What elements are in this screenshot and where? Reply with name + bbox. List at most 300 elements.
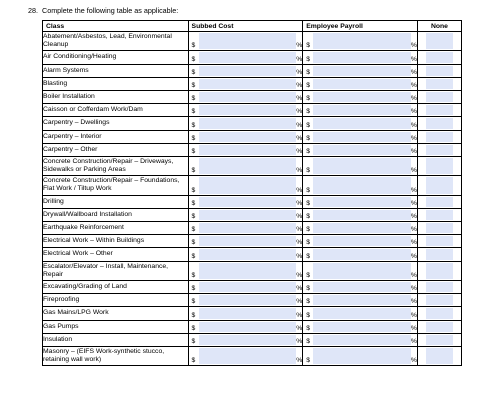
employee-payroll-amount-field[interactable] bbox=[313, 348, 391, 364]
none-checkbox[interactable] bbox=[426, 52, 453, 62]
table-row bbox=[43, 104, 462, 117]
none-cell bbox=[417, 143, 461, 156]
table-row bbox=[43, 51, 462, 64]
dollar-sign: $ bbox=[191, 298, 196, 306]
none-cell bbox=[417, 248, 461, 261]
class-label: Electrical Work – Within Buildings bbox=[43, 235, 189, 248]
dollar-sign: $ bbox=[306, 337, 310, 345]
subbed-cost-percent-field[interactable] bbox=[276, 79, 296, 89]
subbed-cost-percent-field[interactable] bbox=[276, 263, 296, 279]
subbed-cost-percent-field[interactable] bbox=[276, 118, 296, 128]
employee-payroll-amount-field[interactable] bbox=[313, 145, 391, 155]
percent-sign: % bbox=[296, 81, 303, 89]
percent-sign: % bbox=[410, 226, 417, 234]
table-row bbox=[43, 176, 462, 195]
employee-payroll-percent-field[interactable] bbox=[391, 236, 411, 246]
percent-sign: % bbox=[410, 95, 417, 103]
none-checkbox[interactable] bbox=[426, 79, 453, 89]
dollar-sign: $ bbox=[191, 121, 196, 129]
header-none: None bbox=[417, 21, 461, 32]
dollar-sign: $ bbox=[306, 42, 310, 50]
none-cell bbox=[417, 64, 461, 77]
dollar-sign: $ bbox=[306, 186, 310, 194]
subbed-cost-amount-field[interactable] bbox=[199, 263, 277, 279]
percent-sign: % bbox=[296, 298, 303, 306]
subbed-cost-amount-field[interactable] bbox=[199, 66, 277, 76]
percent-sign: % bbox=[410, 68, 417, 76]
dollar-sign: $ bbox=[306, 239, 310, 247]
percent-sign: % bbox=[410, 252, 417, 260]
none-cell bbox=[417, 117, 461, 130]
employee-payroll-amount-field[interactable] bbox=[313, 282, 391, 292]
none-checkbox[interactable] bbox=[426, 105, 453, 115]
none-checkbox[interactable] bbox=[426, 223, 453, 233]
dollar-sign: $ bbox=[191, 239, 196, 247]
none-cell bbox=[417, 51, 461, 64]
percent-sign: % bbox=[296, 337, 303, 345]
employee-payroll-cell bbox=[303, 320, 418, 333]
subbed-cost-amount-field[interactable] bbox=[199, 236, 277, 246]
employee-payroll-cell bbox=[303, 333, 418, 346]
employee-payroll-percent-field[interactable] bbox=[391, 145, 411, 155]
subbed-cost-percent-field[interactable] bbox=[276, 210, 296, 220]
dollar-sign: $ bbox=[306, 108, 310, 116]
none-checkbox[interactable] bbox=[426, 92, 453, 102]
employee-payroll-amount-field[interactable] bbox=[313, 322, 391, 332]
subbed-cost-percent-field[interactable] bbox=[276, 132, 296, 142]
employee-payroll-cell bbox=[303, 346, 418, 365]
subbed-cost-amount-field[interactable] bbox=[199, 210, 277, 220]
employee-payroll-percent-field[interactable] bbox=[391, 197, 411, 207]
class-label: Gas Mains/LPG Work bbox=[43, 307, 189, 320]
class-label: Concrete Construction/Repair – Driveways, Sidewalks or Parking Areas bbox=[43, 156, 189, 175]
none-checkbox[interactable] bbox=[426, 197, 453, 207]
percent-sign: % bbox=[410, 298, 417, 306]
subbed-cost-cell bbox=[188, 195, 303, 208]
class-label: Gas Pumps bbox=[43, 320, 189, 333]
table-row bbox=[43, 143, 462, 156]
dollar-sign: $ bbox=[306, 213, 310, 221]
subbed-cost-cell bbox=[188, 346, 303, 365]
class-label: Fireproofing bbox=[43, 294, 189, 307]
class-label: Drilling bbox=[43, 195, 189, 208]
employee-payroll-percent-field[interactable] bbox=[391, 348, 411, 364]
percent-sign: % bbox=[296, 272, 303, 279]
employee-payroll-amount-field[interactable] bbox=[313, 79, 391, 89]
percent-sign: % bbox=[410, 199, 417, 207]
none-checkbox[interactable] bbox=[426, 33, 453, 49]
none-checkbox[interactable] bbox=[426, 118, 453, 128]
subbed-cost-cell bbox=[188, 90, 303, 103]
none-cell bbox=[417, 156, 461, 175]
employee-payroll-amount-field[interactable] bbox=[313, 295, 391, 305]
dollar-sign: $ bbox=[306, 324, 310, 332]
none-checkbox[interactable] bbox=[426, 177, 453, 193]
employee-payroll-amount-field[interactable] bbox=[313, 263, 391, 279]
table-header-row bbox=[43, 21, 462, 32]
employee-payroll-cell bbox=[303, 248, 418, 261]
class-label: Alarm Systems bbox=[43, 64, 189, 77]
dollar-sign: $ bbox=[191, 147, 196, 155]
dollar-sign: $ bbox=[191, 81, 196, 89]
none-checkbox[interactable] bbox=[426, 322, 453, 332]
subbed-cost-percent-field[interactable] bbox=[276, 92, 296, 102]
subbed-cost-percent-field[interactable] bbox=[276, 295, 296, 305]
subbed-cost-cell bbox=[188, 143, 303, 156]
subbed-cost-amount-field[interactable] bbox=[199, 52, 277, 62]
subbed-cost-percent-field[interactable] bbox=[276, 282, 296, 292]
employee-payroll-cell bbox=[303, 104, 418, 117]
percent-sign: % bbox=[410, 311, 417, 319]
employee-payroll-cell bbox=[303, 117, 418, 130]
employee-payroll-percent-field[interactable] bbox=[391, 263, 411, 279]
subbed-cost-amount-field[interactable] bbox=[199, 223, 277, 233]
class-label: Concrete Construction/Repair – Foundations, Flat Work / Tiltup Work bbox=[43, 176, 189, 195]
class-label: Masonry – (EIFS Work-synthetic stucco, retaining wall work) bbox=[43, 346, 189, 365]
percent-sign: % bbox=[296, 55, 303, 63]
percent-sign: % bbox=[410, 357, 417, 365]
employee-payroll-percent-field[interactable] bbox=[391, 249, 411, 259]
classification-table bbox=[42, 20, 462, 366]
header-class: Class bbox=[43, 21, 189, 32]
subbed-cost-amount-field[interactable] bbox=[199, 282, 277, 292]
percent-sign: % bbox=[296, 167, 303, 175]
employee-payroll-cell bbox=[303, 281, 418, 294]
percent-sign: % bbox=[296, 199, 303, 207]
class-label: Insulation bbox=[43, 333, 189, 346]
subbed-cost-cell bbox=[188, 64, 303, 77]
employee-payroll-percent-field[interactable] bbox=[391, 33, 411, 49]
percent-sign: % bbox=[410, 324, 417, 332]
percent-sign: % bbox=[296, 42, 303, 50]
none-checkbox[interactable] bbox=[426, 132, 453, 142]
dollar-sign: $ bbox=[191, 186, 196, 194]
employee-payroll-percent-field[interactable] bbox=[391, 79, 411, 89]
dollar-sign: $ bbox=[306, 167, 310, 175]
employee-payroll-cell bbox=[303, 156, 418, 175]
class-label: Boiler Installation bbox=[43, 90, 189, 103]
none-cell bbox=[417, 346, 461, 365]
subbed-cost-percent-field[interactable] bbox=[276, 348, 296, 364]
dollar-sign: $ bbox=[191, 68, 196, 76]
employee-payroll-amount-field[interactable] bbox=[313, 197, 391, 207]
percent-sign: % bbox=[410, 42, 417, 50]
table-row bbox=[43, 156, 462, 175]
percent-sign: % bbox=[296, 252, 303, 260]
table-row bbox=[43, 307, 462, 320]
employee-payroll-percent-field[interactable] bbox=[391, 335, 411, 345]
employee-payroll-cell bbox=[303, 51, 418, 64]
none-cell bbox=[417, 294, 461, 307]
class-label: Carpentry – Interior bbox=[43, 130, 189, 143]
none-checkbox[interactable] bbox=[426, 236, 453, 246]
employee-payroll-percent-field[interactable] bbox=[391, 210, 411, 220]
employee-payroll-percent-field[interactable] bbox=[391, 66, 411, 76]
dollar-sign: $ bbox=[191, 199, 196, 207]
table-row bbox=[43, 248, 462, 261]
employee-payroll-amount-field[interactable] bbox=[313, 308, 391, 318]
subbed-cost-percent-field[interactable] bbox=[276, 335, 296, 345]
employee-payroll-percent-field[interactable] bbox=[391, 322, 411, 332]
subbed-cost-amount-field[interactable] bbox=[199, 249, 277, 259]
percent-sign: % bbox=[410, 55, 417, 63]
percent-sign: % bbox=[410, 134, 417, 142]
employee-payroll-cell bbox=[303, 176, 418, 195]
table-row bbox=[43, 294, 462, 307]
percent-sign: % bbox=[296, 226, 303, 234]
subbed-cost-cell bbox=[188, 248, 303, 261]
subbed-cost-amount-field[interactable] bbox=[199, 79, 277, 89]
employee-payroll-amount-field[interactable] bbox=[313, 210, 391, 220]
none-cell bbox=[417, 333, 461, 346]
subbed-cost-percent-field[interactable] bbox=[276, 223, 296, 233]
percent-sign: % bbox=[296, 147, 303, 155]
none-cell bbox=[417, 195, 461, 208]
none-cell bbox=[417, 281, 461, 294]
subbed-cost-amount-field[interactable] bbox=[199, 118, 277, 128]
employee-payroll-amount-field[interactable] bbox=[313, 105, 391, 115]
subbed-cost-cell bbox=[188, 32, 303, 51]
question-instruction bbox=[28, 6, 178, 15]
dollar-sign: $ bbox=[191, 108, 196, 116]
dollar-sign: $ bbox=[191, 311, 196, 319]
subbed-cost-percent-field[interactable] bbox=[276, 177, 296, 193]
dollar-sign: $ bbox=[191, 252, 196, 260]
header-subbed-cost: Subbed Cost bbox=[188, 21, 303, 32]
subbed-cost-amount-field[interactable] bbox=[199, 92, 277, 102]
subbed-cost-amount-field[interactable] bbox=[199, 197, 277, 207]
subbed-cost-percent-field[interactable] bbox=[276, 322, 296, 332]
none-checkbox[interactable] bbox=[426, 158, 453, 174]
subbed-cost-amount-field[interactable] bbox=[199, 322, 277, 332]
dollar-sign: $ bbox=[191, 285, 196, 293]
none-checkbox[interactable] bbox=[426, 282, 453, 292]
dollar-sign: $ bbox=[191, 95, 196, 103]
employee-payroll-cell bbox=[303, 130, 418, 143]
percent-sign: % bbox=[296, 213, 303, 221]
subbed-cost-cell bbox=[188, 156, 303, 175]
dollar-sign: $ bbox=[191, 42, 196, 50]
employee-payroll-amount-field[interactable] bbox=[313, 158, 391, 174]
subbed-cost-amount-field[interactable] bbox=[199, 295, 277, 305]
dollar-sign: $ bbox=[306, 285, 310, 293]
subbed-cost-percent-field[interactable] bbox=[276, 145, 296, 155]
subbed-cost-percent-field[interactable] bbox=[276, 66, 296, 76]
employee-payroll-percent-field[interactable] bbox=[391, 308, 411, 318]
employee-payroll-amount-field[interactable] bbox=[313, 249, 391, 259]
subbed-cost-cell bbox=[188, 294, 303, 307]
employee-payroll-amount-field[interactable] bbox=[313, 132, 391, 142]
dollar-sign: $ bbox=[306, 199, 310, 207]
subbed-cost-amount-field[interactable] bbox=[199, 158, 277, 174]
employee-payroll-amount-field[interactable] bbox=[313, 52, 391, 62]
table-row bbox=[43, 235, 462, 248]
none-checkbox[interactable] bbox=[426, 308, 453, 318]
subbed-cost-percent-field[interactable] bbox=[276, 158, 296, 174]
subbed-cost-cell bbox=[188, 281, 303, 294]
subbed-cost-amount-field[interactable] bbox=[199, 132, 277, 142]
dollar-sign: $ bbox=[191, 213, 196, 221]
subbed-cost-amount-field[interactable] bbox=[199, 335, 277, 345]
percent-sign: % bbox=[296, 186, 303, 194]
subbed-cost-cell bbox=[188, 222, 303, 235]
none-checkbox[interactable] bbox=[426, 263, 453, 279]
employee-payroll-cell bbox=[303, 195, 418, 208]
percent-sign: % bbox=[410, 213, 417, 221]
table-row bbox=[43, 222, 462, 235]
table-row bbox=[43, 333, 462, 346]
percent-sign: % bbox=[410, 337, 417, 345]
employee-payroll-amount-field[interactable] bbox=[313, 33, 391, 49]
none-cell bbox=[417, 261, 461, 280]
percent-sign: % bbox=[296, 357, 303, 365]
employee-payroll-amount-field[interactable] bbox=[313, 118, 391, 128]
subbed-cost-cell bbox=[188, 261, 303, 280]
percent-sign: % bbox=[296, 311, 303, 319]
percent-sign: % bbox=[296, 121, 303, 129]
percent-sign: % bbox=[410, 239, 417, 247]
none-cell bbox=[417, 32, 461, 51]
subbed-cost-amount-field[interactable] bbox=[199, 348, 277, 364]
class-label: Carpentry – Other bbox=[43, 143, 189, 156]
dollar-sign: $ bbox=[191, 272, 196, 279]
employee-payroll-percent-field[interactable] bbox=[391, 295, 411, 305]
table-row bbox=[43, 117, 462, 130]
class-label: Air Conditioning/Heating bbox=[43, 51, 189, 64]
percent-sign: % bbox=[296, 285, 303, 293]
table-body bbox=[43, 32, 462, 366]
none-cell bbox=[417, 176, 461, 195]
percent-sign: % bbox=[410, 147, 417, 155]
none-cell bbox=[417, 208, 461, 221]
percent-sign: % bbox=[410, 121, 417, 129]
none-cell bbox=[417, 222, 461, 235]
percent-sign: % bbox=[410, 272, 417, 279]
employee-payroll-percent-field[interactable] bbox=[391, 52, 411, 62]
percent-sign: % bbox=[410, 186, 417, 194]
none-checkbox[interactable] bbox=[426, 348, 453, 364]
employee-payroll-amount-field[interactable] bbox=[313, 236, 391, 246]
subbed-cost-cell bbox=[188, 320, 303, 333]
class-label: Drywall/Wallboard Installation bbox=[43, 208, 189, 221]
none-cell bbox=[417, 320, 461, 333]
employee-payroll-amount-field[interactable] bbox=[313, 92, 391, 102]
class-label: Blasting bbox=[43, 77, 189, 90]
dollar-sign: $ bbox=[191, 55, 196, 63]
dollar-sign: $ bbox=[306, 226, 310, 234]
employee-payroll-percent-field[interactable] bbox=[391, 92, 411, 102]
none-cell bbox=[417, 235, 461, 248]
percent-sign: % bbox=[296, 108, 303, 116]
employee-payroll-percent-field[interactable] bbox=[391, 118, 411, 128]
employee-payroll-percent-field[interactable] bbox=[391, 223, 411, 233]
percent-sign: % bbox=[296, 95, 303, 103]
dollar-sign: $ bbox=[191, 167, 196, 175]
employee-payroll-cell bbox=[303, 222, 418, 235]
employee-payroll-percent-field[interactable] bbox=[391, 105, 411, 115]
subbed-cost-amount-field[interactable] bbox=[199, 105, 277, 115]
dollar-sign: $ bbox=[306, 298, 310, 306]
table-row bbox=[43, 195, 462, 208]
none-checkbox[interactable] bbox=[426, 145, 453, 155]
question-text: Complete the following table as applicable: bbox=[42, 6, 179, 15]
subbed-cost-amount-field[interactable] bbox=[199, 145, 277, 155]
subbed-cost-amount-field[interactable] bbox=[199, 308, 277, 318]
employee-payroll-percent-field[interactable] bbox=[391, 132, 411, 142]
none-checkbox[interactable] bbox=[426, 210, 453, 220]
class-label: Excavating/Grading of Land bbox=[43, 281, 189, 294]
class-label: Abatement/Asbestos, Lead, Environmental Cleanup bbox=[43, 32, 189, 51]
table-row bbox=[43, 320, 462, 333]
none-checkbox[interactable] bbox=[426, 295, 453, 305]
none-cell bbox=[417, 104, 461, 117]
employee-payroll-cell bbox=[303, 208, 418, 221]
employee-payroll-cell bbox=[303, 32, 418, 51]
employee-payroll-percent-field[interactable] bbox=[391, 158, 411, 174]
employee-payroll-percent-field[interactable] bbox=[391, 177, 411, 193]
employee-payroll-amount-field[interactable] bbox=[313, 66, 391, 76]
dollar-sign: $ bbox=[191, 226, 196, 234]
employee-payroll-cell bbox=[303, 77, 418, 90]
employee-payroll-percent-field[interactable] bbox=[391, 282, 411, 292]
subbed-cost-percent-field[interactable] bbox=[276, 308, 296, 318]
subbed-cost-cell bbox=[188, 176, 303, 195]
subbed-cost-cell bbox=[188, 51, 303, 64]
question-number: 28. bbox=[28, 6, 38, 15]
employee-payroll-cell bbox=[303, 90, 418, 103]
subbed-cost-cell bbox=[188, 104, 303, 117]
percent-sign: % bbox=[410, 167, 417, 175]
percent-sign: % bbox=[410, 81, 417, 89]
dollar-sign: $ bbox=[306, 147, 310, 155]
dollar-sign: $ bbox=[306, 55, 310, 63]
table-row bbox=[43, 346, 462, 365]
table-row bbox=[43, 90, 462, 103]
percent-sign: % bbox=[410, 285, 417, 293]
table-row bbox=[43, 130, 462, 143]
dollar-sign: $ bbox=[306, 357, 310, 365]
subbed-cost-percent-field[interactable] bbox=[276, 105, 296, 115]
none-cell bbox=[417, 77, 461, 90]
none-checkbox[interactable] bbox=[426, 335, 453, 345]
dollar-sign: $ bbox=[306, 68, 310, 76]
employee-payroll-amount-field[interactable] bbox=[313, 177, 391, 193]
none-checkbox[interactable] bbox=[426, 66, 453, 76]
subbed-cost-cell bbox=[188, 333, 303, 346]
class-label: Electrical Work – Other bbox=[43, 248, 189, 261]
subbed-cost-percent-field[interactable] bbox=[276, 249, 296, 259]
subbed-cost-cell bbox=[188, 235, 303, 248]
subbed-cost-percent-field[interactable] bbox=[276, 33, 296, 49]
dollar-sign: $ bbox=[306, 95, 310, 103]
subbed-cost-percent-field[interactable] bbox=[276, 197, 296, 207]
dollar-sign: $ bbox=[306, 272, 310, 279]
employee-payroll-cell bbox=[303, 307, 418, 320]
employee-payroll-cell bbox=[303, 143, 418, 156]
employee-payroll-amount-field[interactable] bbox=[313, 335, 391, 345]
subbed-cost-percent-field[interactable] bbox=[276, 52, 296, 62]
percent-sign: % bbox=[296, 68, 303, 76]
subbed-cost-cell bbox=[188, 77, 303, 90]
none-checkbox[interactable] bbox=[426, 249, 453, 259]
employee-payroll-amount-field[interactable] bbox=[313, 223, 391, 233]
subbed-cost-amount-field[interactable] bbox=[199, 33, 277, 49]
subbed-cost-amount-field[interactable] bbox=[199, 177, 277, 193]
subbed-cost-percent-field[interactable] bbox=[276, 236, 296, 246]
table-row bbox=[43, 281, 462, 294]
dollar-sign: $ bbox=[306, 121, 310, 129]
table-row bbox=[43, 64, 462, 77]
